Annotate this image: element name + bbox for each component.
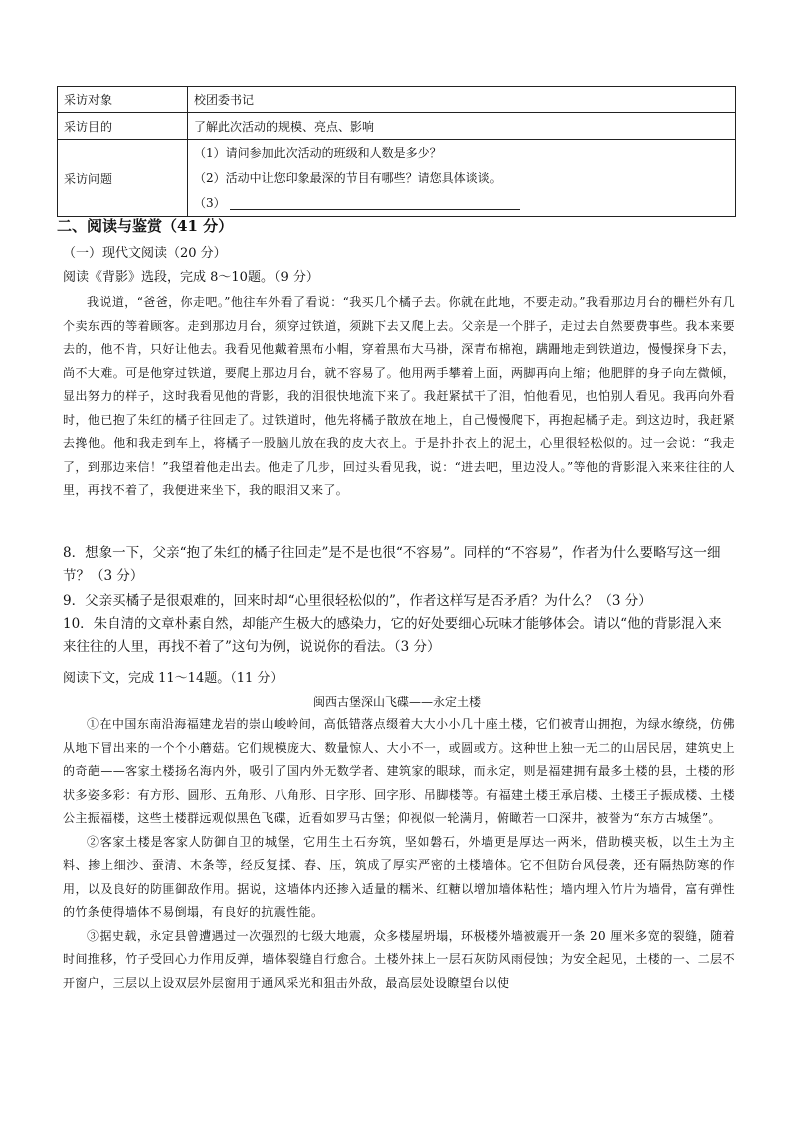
answer-blank-line[interactable] xyxy=(230,197,520,210)
interview-questions-label: 采访问题 xyxy=(58,140,188,217)
article-body xyxy=(63,713,735,995)
interview-questions-cell xyxy=(188,140,736,217)
interview-table xyxy=(57,86,736,217)
interview-purpose-label: 采访目的 xyxy=(58,113,188,140)
passage-beiying-text: 我说道，“爸爸，你走吧。”他往车外看了看说：“我买几个橘子去。你就在此地，不要走动。”我看那边月台的栅栏外有几个卖东西的等着顾客。走到那边月台，须穿过铁道，须跳下去又爬上去。父亲是一个胖子，走过去自然要费事些。我本来要去的，他不肯，只好让他去。我看见他戴着黑布小帽，穿着黑布大马褂，深青布棉袍，蹒跚地走到铁道边，慢慢探身下去，尚不大难。可是他穿过铁道，要爬上那边月台，就不容易了。他用两手攀着上面，两脚再向上缩；他肥胖的身子向左微倾，显出努力的样子，这时我看见他的背影，我的泪很快地流下来了。我赶紧拭干了泪，怕他看见，也怕别人看见。我再向外看时，他已抱了朱红的橘子往回走了。过铁道时，他先将橘子散放在地上，自己慢慢爬下，再抱起橘子走。到这边时，我赶紧去搀他。他和我走到车上，将橘子一股脑儿放在我的皮大衣上。于是扑扑衣上的泥土，心里很轻松似的。过一会说：“我走了，到那边来信！”我望着他走出去。他走了几步，回过头看见我，说：“进去吧，里边没人。”等他的背影混入来来往往的人里，再找不着了，我便进来坐下，我的眼泪又来了。 xyxy=(63,295,735,497)
interview-question-2: （2）活动中让您印象最深的节目有哪些？请您具体谈谈。 xyxy=(194,170,502,185)
table-row xyxy=(58,140,736,217)
article-paragraph-1: ①在中国东南沿海福建龙岩的崇山峻岭间，高低错落点缀着大大小小几十座土楼，它们被青山拥抱，为绿水缭绕，仿佛从地下冒出来的一个个小蘑菇。它们规模庞大、数量惊人、大小不一，或圆或方。这种世上独一无二的山居民居，建筑史上的奇葩——客家土楼扬名海内外，吸引了国内外无数学者、建筑家的眼球，而永定，则是福建拥有最多土楼的县，土楼的形状多姿多彩：有方形、圆形、五角形、八角形、日字形、回字形、吊脚楼等。有福建土楼王承启楼、土楼王子振成楼、土楼公主振福楼，这些土楼群远观似黑色飞碟，近看如罗马古堡；仰视似一轮满月，俯瞰若一口深井，被誉为“东方古城堡”。 xyxy=(63,717,735,825)
question-10: 10．朱自清的文章朴素自然，却能产生极大的感染力，它的好处要细心玩味才能够体会。请以“他的背影混入来来往往的人里，再找不着了”这句为例，说说你的看法。（3 分） xyxy=(63,616,722,655)
interview-purpose-value: 了解此次活动的规模、亮点、影响 xyxy=(188,113,736,140)
article-paragraph-3: ③据史载，永定县曾遭遇过一次强烈的七级大地震，众多楼屋坍塌，环极楼外墙被震开一条 20 厘米多宽的裂缝，随着时间推移，竹子受回心力作用反弹，墙体裂缝自行愈合。土楼外抹上一层石灰防风雨侵蚀；为安全起见，土楼的一、二层不开窗户，三层以上设双层外层窗用于通风采光和狙击外敌，最高层处设瞭望台以使 xyxy=(63,928,735,990)
interview-question-1: （1）请问参加此次活动的班级和人数是多少？ xyxy=(194,145,442,160)
interview-target-value: 校团委书记 xyxy=(188,87,736,113)
question-9: 9．父亲买橘子是很艰难的，回来时却“心里很轻松似的”，作者这样写是否矛盾？为什么？（3 分） xyxy=(63,593,652,609)
reading-instruction-2: 阅读下文，完成 11～14题。（11 分） xyxy=(63,671,284,686)
interview-question-3-number: （3） xyxy=(194,195,226,210)
reading-instruction-1: 阅读《背影》选段，完成 8～10题。（9 分） xyxy=(63,270,319,285)
subsection-title: （一）现代文阅读（20 分） xyxy=(63,246,227,261)
table-row xyxy=(58,87,736,113)
table-row xyxy=(58,113,736,140)
passage-beiying xyxy=(63,291,735,503)
question-8: 8．想象一下，父亲“抱了朱红的橘子往回走”是不是也很“不容易”。同样的“不容易”，作者为什么要略写这一细节？（3 分） xyxy=(63,545,721,584)
article-title: 闽西古堡深山飞碟——永定土楼 xyxy=(312,695,481,709)
interview-target-label: 采访对象 xyxy=(58,87,188,113)
article-paragraph-2: ②客家土楼是客家人防御自卫的城堡，它用生土石夯筑，坚如磐石，外墙更是厚达一两米，借助模夹板，以生土为主料、掺上细沙、蚕清、木条等，经反复揉、舂、压，筑成了厚实严密的土楼墙体。它不但防台风侵袭，还有隔热防寒的作用，以及良好的防匪御敌作用。据说，这墙体内还掺入适量的糯米、红糖以增加墙体粘性；墙内埋入竹片为墙骨，富有弹性的竹条使得墙体不易倒塌，有良好的抗震性能。 xyxy=(63,834,735,919)
section-title: 二、阅读与鉴赏（41 分） xyxy=(57,217,234,235)
interview-question-3 xyxy=(194,191,729,216)
